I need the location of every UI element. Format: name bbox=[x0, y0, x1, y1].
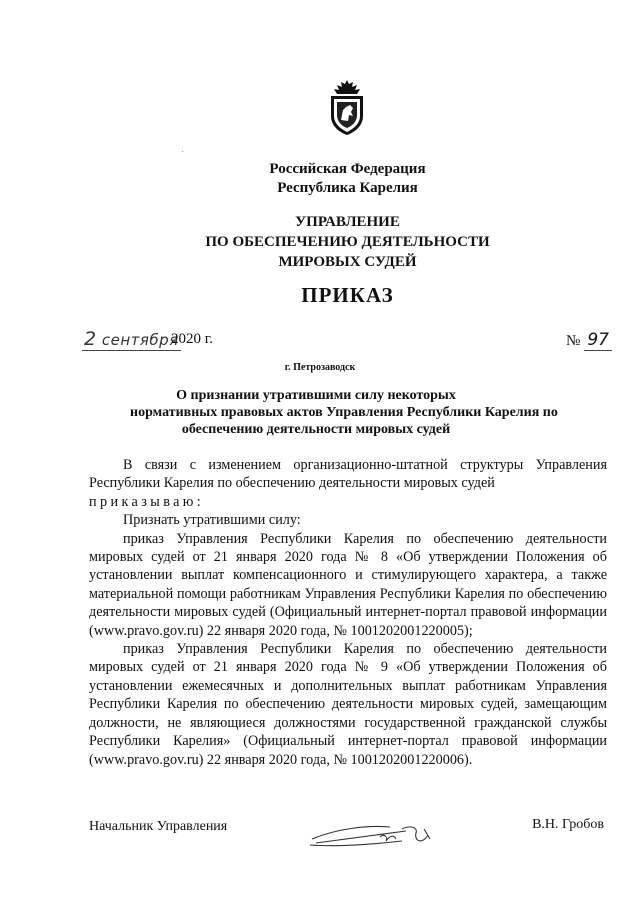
repealed-item-1: приказ Управления Республики Карелия по обеспечению деятельности мировых судей от 21 января 2020 года № 8 «Об утверждении Положения об установлении выплат компенсационного и стимулирующего характера, а также материальной помощи работникам Управления Республики Карелия по обеспечению деятельности мировых судей (Официальный интернет-портал правовой информации (www.pravo.gov.ru) 22 января 2020 года, № 1001202001220005); bbox=[89, 530, 607, 639]
agency-line-2: ПО ОБЕСПЕЧЕНИЮ ДЕЯТЕЛЬНОСТИ bbox=[205, 234, 490, 250]
scan-mark: ˙ bbox=[181, 150, 185, 161]
order-body bbox=[89, 456, 607, 769]
repealed-item-2: приказ Управления Республики Карелия по обеспечению деятельности мировых судей от 21 января 2020 года № 9 «Об утверждении Положения об установлении ежемесячных и дополнительных выплат работникам Управления Республики Карелия по обеспечению деятельности мировых судей, замещающим должности, не являющиеся должностями государственной гражданской службы Республики Карелия» (Официальный интернет-портал правовой информации (www.pravo.gov.ru) 22 января 2020 года, № 1001202001220006). bbox=[89, 641, 607, 768]
signer-name: В.Н. Гробов bbox=[532, 817, 604, 832]
subject-line-3: обеспечению деятельности мировых судей bbox=[181, 422, 451, 437]
date-day: 2 bbox=[84, 328, 97, 350]
subject-line-1: О признании утратившими силу некоторых bbox=[176, 388, 456, 403]
agency-name-block bbox=[0, 212, 640, 272]
date-month: сентября bbox=[101, 331, 179, 349]
subject-line-2: нормативных правовых актов Управления Республики Карелия по bbox=[130, 405, 558, 420]
agency-line-1: УПРАВЛЕНИЕ bbox=[295, 214, 400, 230]
karelia-coat-of-arms-emblem bbox=[327, 80, 367, 136]
agency-line-3: МИРОВЫХ СУДЕЙ bbox=[278, 254, 417, 270]
order-word: приказываю: bbox=[89, 493, 205, 510]
date-year: 2020 г. bbox=[171, 331, 213, 347]
number-value: 97 bbox=[584, 330, 612, 351]
signer-position: Начальник Управления bbox=[89, 819, 228, 834]
city-line: г. Петрозаводск bbox=[284, 362, 356, 373]
order-number bbox=[566, 330, 612, 351]
intro-paragraph: В связи с изменением организационно-штатной структуры Управления Республики Карелия по обеспечению деятельности мировых судей bbox=[89, 457, 607, 492]
republic-line: Республика Карелия bbox=[277, 180, 418, 196]
date-number-line bbox=[82, 328, 612, 352]
handwritten-signature bbox=[306, 815, 436, 863]
header-federation-block bbox=[0, 160, 640, 198]
federation-line: Российская Федерация bbox=[269, 161, 426, 177]
document-type-title: ПРИКАЗ bbox=[301, 283, 394, 307]
order-subject bbox=[130, 387, 558, 438]
handwritten-date bbox=[82, 328, 181, 351]
number-label: № bbox=[566, 333, 581, 349]
declare-paragraph: Признать утратившими силу: bbox=[123, 512, 301, 529]
